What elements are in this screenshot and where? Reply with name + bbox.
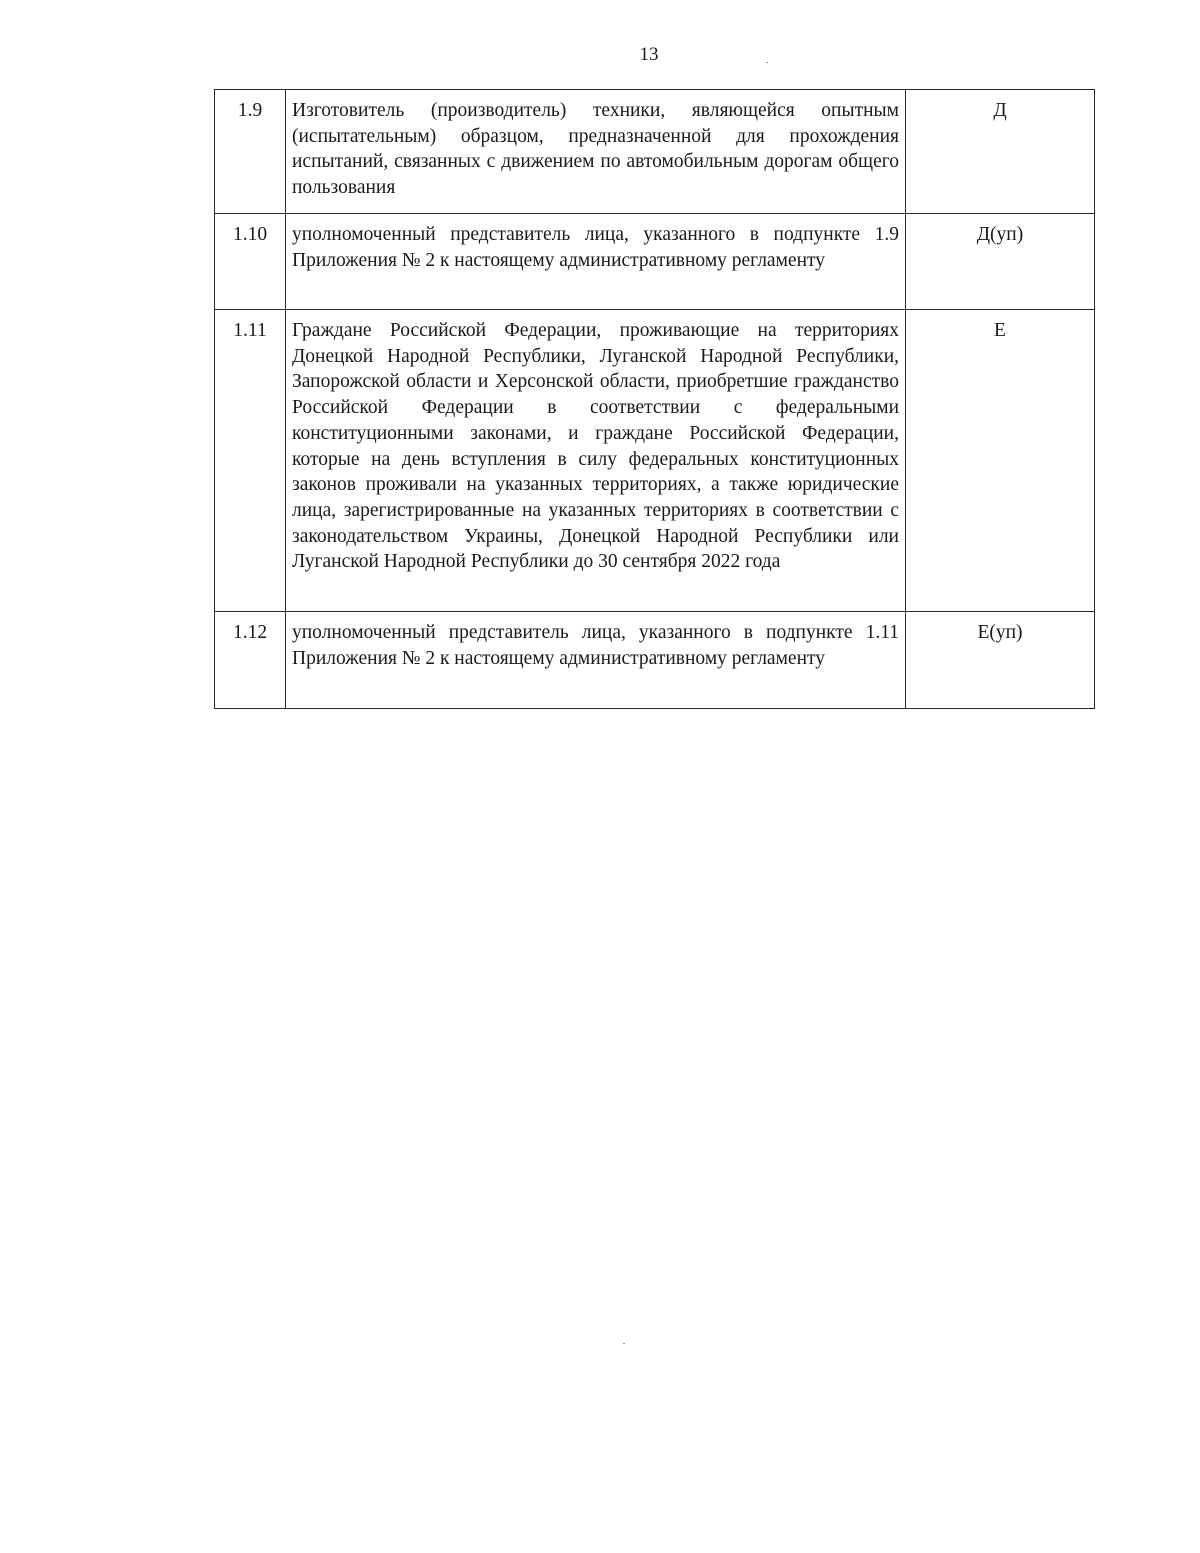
row-description: уполномоченный представитель лица, указанного в подпункте 1.11 Приложения № 2 к настоящему административному регламенту: [286, 612, 906, 709]
row-code: Д(уп): [906, 214, 1095, 310]
table-row: [215, 90, 1095, 214]
row-number: 1.11: [215, 310, 286, 612]
row-code: Е: [906, 310, 1095, 612]
row-code: Д: [906, 90, 1095, 214]
table-row: [215, 612, 1095, 709]
page-number: 13: [639, 44, 659, 65]
scan-speck: [766, 62, 768, 63]
row-description: Граждане Российской Федерации, проживающие на территориях Донецкой Народной Республики, Луганской Народной Республики, Запорожской области и Херсонской области, приобретшие гражданство Российской Федерации в соответствии с федеральными конституционными законами, и граждане Российской Федерации, которые на день вступления в силу федеральных конституционных законов проживали на указанных территориях, а также юридические лица, зарегистрированные на указанных территориях в соответствии с законодательством Украины, Донецкой Народной Республики или Луганской Народной Республики до 30 сентября 2022 года: [286, 310, 906, 612]
table-row: [215, 214, 1095, 310]
row-code: Е(уп): [906, 612, 1095, 709]
row-number: 1.9: [215, 90, 286, 214]
applicant-categories-table: [214, 89, 1095, 709]
row-description: уполномоченный представитель лица, указанного в подпункте 1.9 Приложения № 2 к настоящему административному регламенту: [286, 214, 906, 310]
scan-speck: [623, 1343, 625, 1344]
row-number: 1.12: [215, 612, 286, 709]
table-row: [215, 310, 1095, 612]
row-number: 1.10: [215, 214, 286, 310]
row-description: Изготовитель (производитель) техники, являющейся опытным (испытательным) образцом, предназначенной для прохождения испытаний, связанных с движением по автомобильным дорогам общего пользования: [286, 90, 906, 214]
